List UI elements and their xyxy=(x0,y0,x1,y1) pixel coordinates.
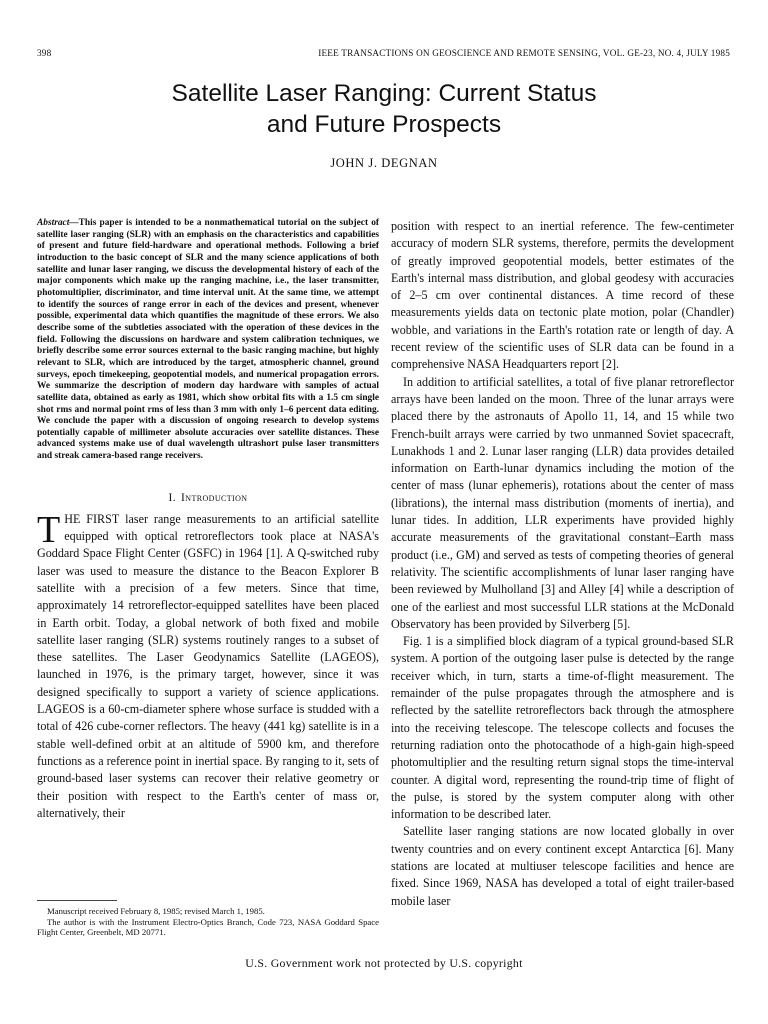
intro-paragraph-1 xyxy=(37,508,380,822)
intro-paragraph-1-text: laser range measurements to an artificial satellite equipped with optical retroreflectors took place at NASA's Goddard Space Flight Center (GSFC) in 1964 [1]. A Q-switched ruby laser was used to measure the distance to the Beacon Explorer B satellite with a precision of a few meters. Since that time, approximately 14 retroreflector-equipped satellites have been placed in Earth orbit. Today, a global network of both fixed and mobile satellite laser ranging (SLR) systems routinely ranges to a subset of these satellites. The Laser Geodynamics Satellite (LAGEOS), launched in 1976, is the primary target, however, since it was designed specifically to support a variety of science applications. LAGEOS is a 60-cm-diameter sphere whose surface is studded with a total of 426 cube-corner reflectors. The heavy (441 kg) satellite is in a stable well-defined orbit at an altitude of 5900 km, and therefore functions as a reference point in inertial space. By ranging to it, sets of ground-based laser systems can recover their relative geometry or their position with respect to the Earth's center of mass or, alternatively, their xyxy=(37,511,380,820)
left-column xyxy=(37,218,379,822)
page-number: 398 xyxy=(37,48,52,58)
section-numeral: I. xyxy=(168,491,177,504)
section-heading-introduction xyxy=(37,491,379,505)
right-paragraph-3: Fig. 1 is a simplified block diagram of a typical ground-based SLR system. A portion of the outgoing laser pulse is detected by the range receiver which, in turn, starts a time-of-flight measurement. The remainder of the pulse propagates through the atmosphere and is reflected by the satellite retroreflectors back through the atmosphere into the receiving telescope. The telescope collects and focuses the returning radiation onto the photocathode of a high-gain high-speed photomultiplier and the resulting return signal stops the time-interval counter. A digital word, representing the round-trip time of flight of the pulse, is stored by the system computer along with other information to be described later. xyxy=(391,634,734,822)
right-paragraph-1: position with respect to an inertial reference. The few-centimeter accuracy of modern SLR systems, therefore, permits the development of greatly improved geopotential models, better estimates of the Earth's internal mass distribution, and global geodesy with accuracies of 2–5 cm over continental distances. A time record of these measurements yields data on tectonic plate motion, polar (Chandler) wobble, and variations in the Earth's rotation rate or length of day. A recent review of the scientific uses of SLR data can be found in a comprehensive NASA Headquarters report [2]. xyxy=(391,219,734,372)
abstract-text: This paper is intended to be a nonmathematical tutorial on the subject of satellite laser ranging (SLR) with an emphasis on the characteristics and capabilities of present and future field-hardware and operational methods. Following a brief introduction to the basic concept of SLR and the many science applications of both satellite and lunar laser ranging, we discuss the developmental history of each of the major components which make up the ranging machine, i.e., the laser transmitter, photomultiplier, discriminator, and time interval unit. At the same time, we attempt to identify the sources of range error in each of the devices and present, whenever possible, experimental data which quantifies the magnitude of these errors. We also describe some of the subtleties associated with the operation of these devices in the field. Following the discussions on hardware and system calibration techniques, we briefly describe some error sources external to the basic ranging machine, but highly relevant to SLR, which are introduced by the target, atmospheric channel, ground surveys, epoch timekeeping, geopotential models, and numerical propagation errors. We summarize the description of modern day hardware with samples of actual satellite data, obtained as early as 1981, which show orbital fits with a 1.5 cm single shot rms and normal point rms of less than 3 mm with only 1–6 percent data editing. We conclude the paper with a discussion of ongoing research to develop systems potentially capable of millimeter absolute accuracies over satellite distances. These advanced systems make use of dual wavelength ultrashort pulse laser transmitters and streak camera-based range receivers. xyxy=(37,218,379,462)
copyright-notice: U.S. Government work not protected by U.S. copyright xyxy=(245,956,523,970)
section-title: Introduction xyxy=(181,491,248,504)
title-line-2: and Future Prospects xyxy=(266,111,502,138)
footnote-received: Manuscript received February 8, 1985; revised March 1, 1985. xyxy=(47,906,265,916)
paper-title xyxy=(60,78,708,140)
footnote-affiliation: The author is with the Instrument Electro-Optics Branch, Code 723, NASA Goddard Space Flight Center, Greenbelt, MD 20771. xyxy=(37,916,379,938)
footnote-rule xyxy=(37,900,117,901)
title-line-1: Satellite Laser Ranging: Current Status xyxy=(171,80,597,107)
abstract xyxy=(37,218,379,463)
right-paragraph-4: Satellite laser ranging stations are now located globally in over twenty countries and on every continent except Antarctica [6]. Many stations are located at multiuser telescope facilities and hence are fixed. Since 1969, NASA has developed a total of eight trailer-based mobile laser xyxy=(391,824,734,908)
right-column xyxy=(391,218,734,910)
footnotes xyxy=(37,906,379,938)
right-paragraph-2: In addition to artificial satellites, a total of five planar retroreflector arrays have been landed on the moon. Three of the lunar arrays were placed there by the astronauts of Apollo 11, 14, and 15 while two French-built arrays were carried by two unmanned Soviet spacecraft, Lunakhods 1 and 2. Lunar laser ranging (LLR) data provides detailed information on Earth-lunar dynamics including the motion of the center of mass (lunar ephemeris), rotations about the center of mass (librations), the internal mass distribution (moments of inertia), and lunar tides. In addition, LLR experiments have provided highly accurate measurements of the gravitational constant–Earth mass product (i.e., GM) and served as tests of competing theories of general relativity. The scientific accomplishments of lunar laser ranging have been reviewed by Mulholland [3] and Alley [4] while a description of one of the earliest and most successful LLR stations at the McDonald Observatory has been provided by Silverberg [5]. xyxy=(391,374,734,631)
journal-citation: IEEE TRANSACTIONS ON GEOSCIENCE AND REMOTE SENSING, VOL. GE-23, NO. 4, JULY 1985 xyxy=(318,48,730,58)
drop-cap: T xyxy=(37,508,61,551)
abstract-lead: Abstract— xyxy=(37,218,79,228)
lead-caps: HE FIRST xyxy=(64,511,120,526)
author-name: JOHN J. DEGNAN xyxy=(330,156,438,170)
